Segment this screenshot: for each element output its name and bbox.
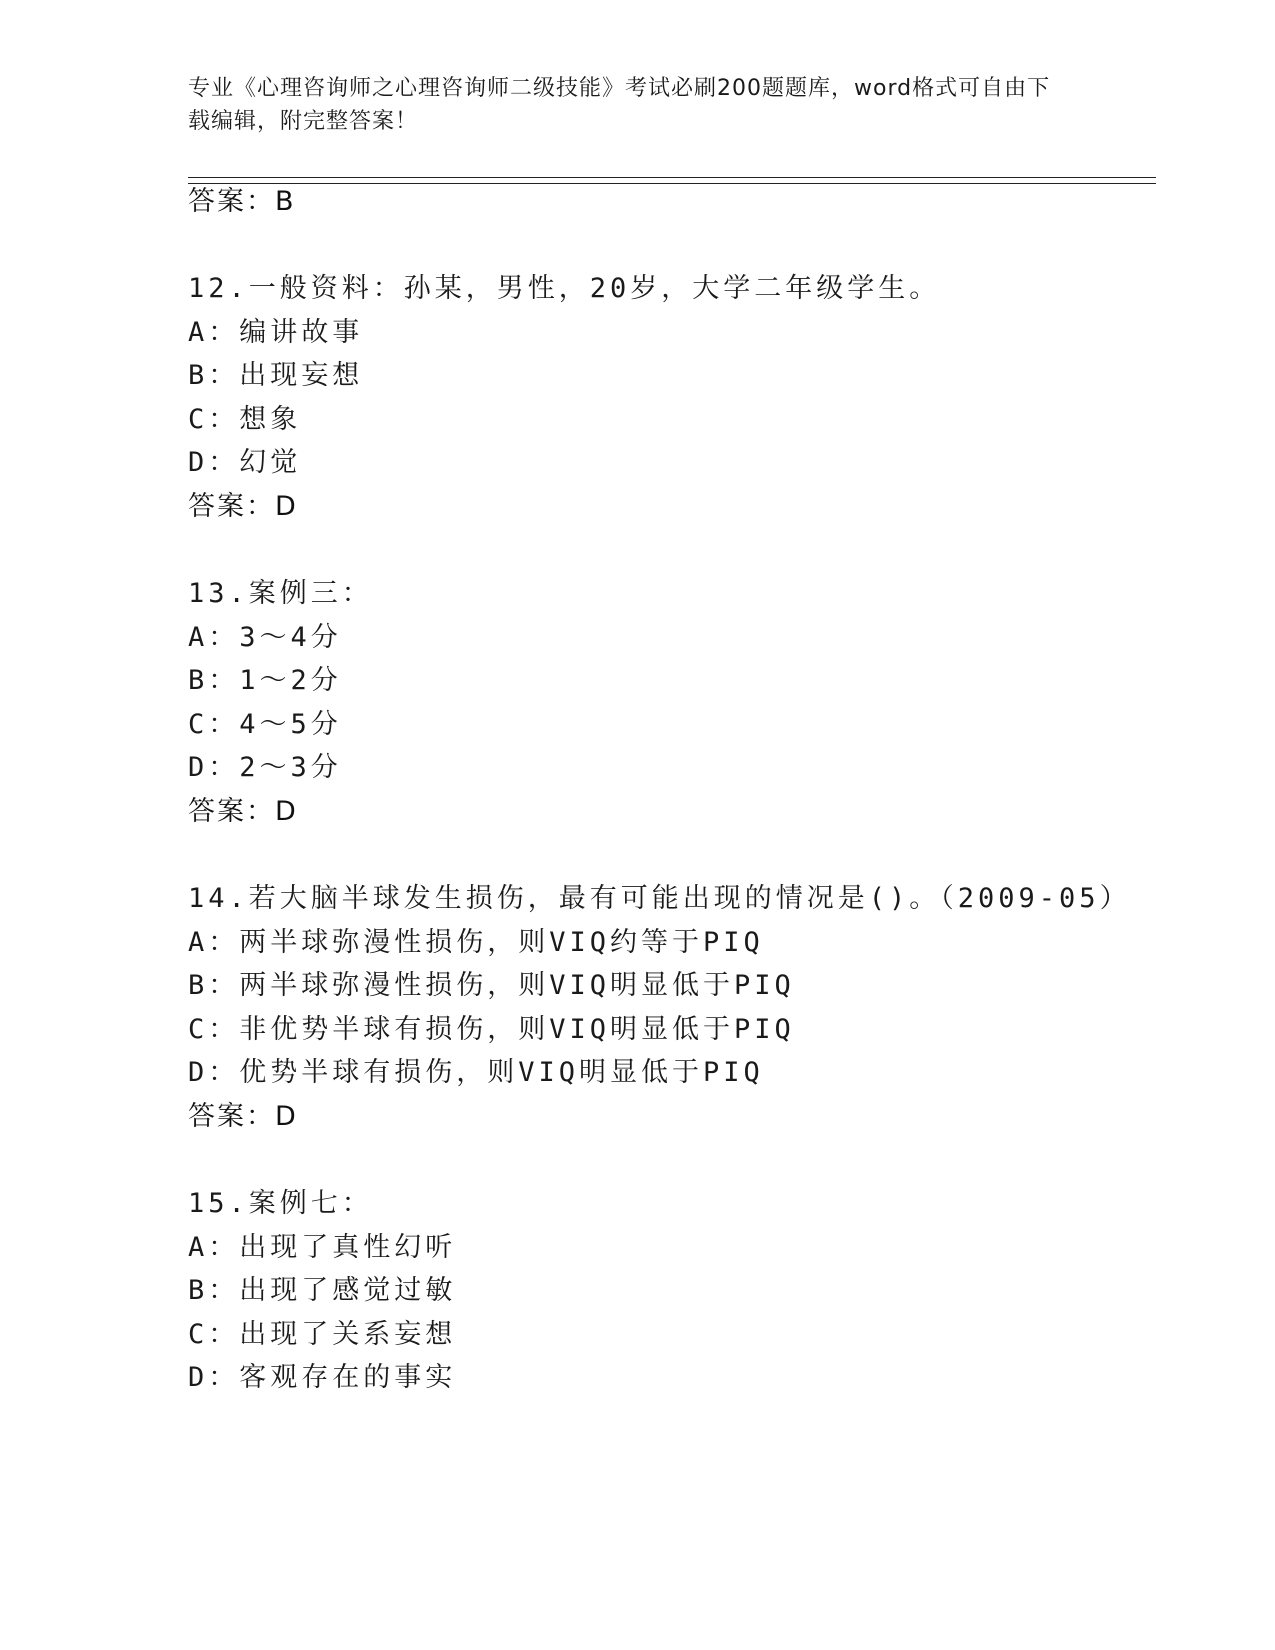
option-b: B：两半球弥漫性损伤，则VIQ明显低于PIQ bbox=[188, 970, 795, 1001]
option-c: C：非优势半球有损伤，则VIQ明显低于PIQ bbox=[188, 1014, 795, 1045]
answer-value: D bbox=[275, 796, 297, 827]
option-a: A：出现了真性幻听 bbox=[188, 1232, 457, 1263]
answer-label: 答案： bbox=[188, 491, 275, 522]
option-a: A：编讲故事 bbox=[188, 317, 364, 348]
option-c: C：想象 bbox=[188, 404, 302, 435]
option-a: A：3～4分 bbox=[188, 622, 342, 653]
option-a: A：两半球弥漫性损伤，则VIQ约等于PIQ bbox=[188, 927, 764, 958]
option-d: D：2～3分 bbox=[188, 752, 342, 783]
option-b: B：1～2分 bbox=[188, 665, 342, 696]
answer-label: 答案： bbox=[188, 186, 275, 217]
answer-label: 答案： bbox=[188, 796, 275, 827]
question-title: 15.案例七： bbox=[188, 1188, 373, 1219]
option-d: D：优势半球有损伤，则VIQ明显低于PIQ bbox=[188, 1057, 764, 1088]
header-divider-bottom bbox=[188, 183, 1156, 184]
option-d: D：客观存在的事实 bbox=[188, 1362, 457, 1393]
question-title: 13.案例三： bbox=[188, 578, 373, 609]
answer-line bbox=[188, 794, 297, 830]
document-intro: 专业《心理咨询师之心理咨询师二级技能》考试必刷200题题库，word格式可自由下载编辑，附完整答案！ bbox=[188, 76, 1051, 134]
option-c: C：出现了关系妄想 bbox=[188, 1319, 457, 1350]
option-c: C：4～5分 bbox=[188, 709, 342, 740]
answer-line bbox=[188, 1099, 297, 1135]
answer-value: D bbox=[275, 491, 297, 522]
answer-value: B bbox=[275, 186, 295, 217]
answer-value: D bbox=[275, 1101, 297, 1132]
question-title: 14.若大脑半球发生损伤，最有可能出现的情况是()。（2009-05） bbox=[188, 883, 1131, 914]
option-b: B：出现妄想 bbox=[188, 360, 364, 391]
answer-line bbox=[188, 184, 295, 220]
header-divider-top bbox=[188, 177, 1156, 178]
question-title: 12.一般资料：孙某，男性，20岁，大学二年级学生。 bbox=[188, 273, 941, 304]
option-d: D：幻觉 bbox=[188, 447, 302, 478]
answer-line bbox=[188, 489, 297, 525]
answer-label: 答案： bbox=[188, 1101, 275, 1132]
option-b: B：出现了感觉过敏 bbox=[188, 1275, 457, 1306]
